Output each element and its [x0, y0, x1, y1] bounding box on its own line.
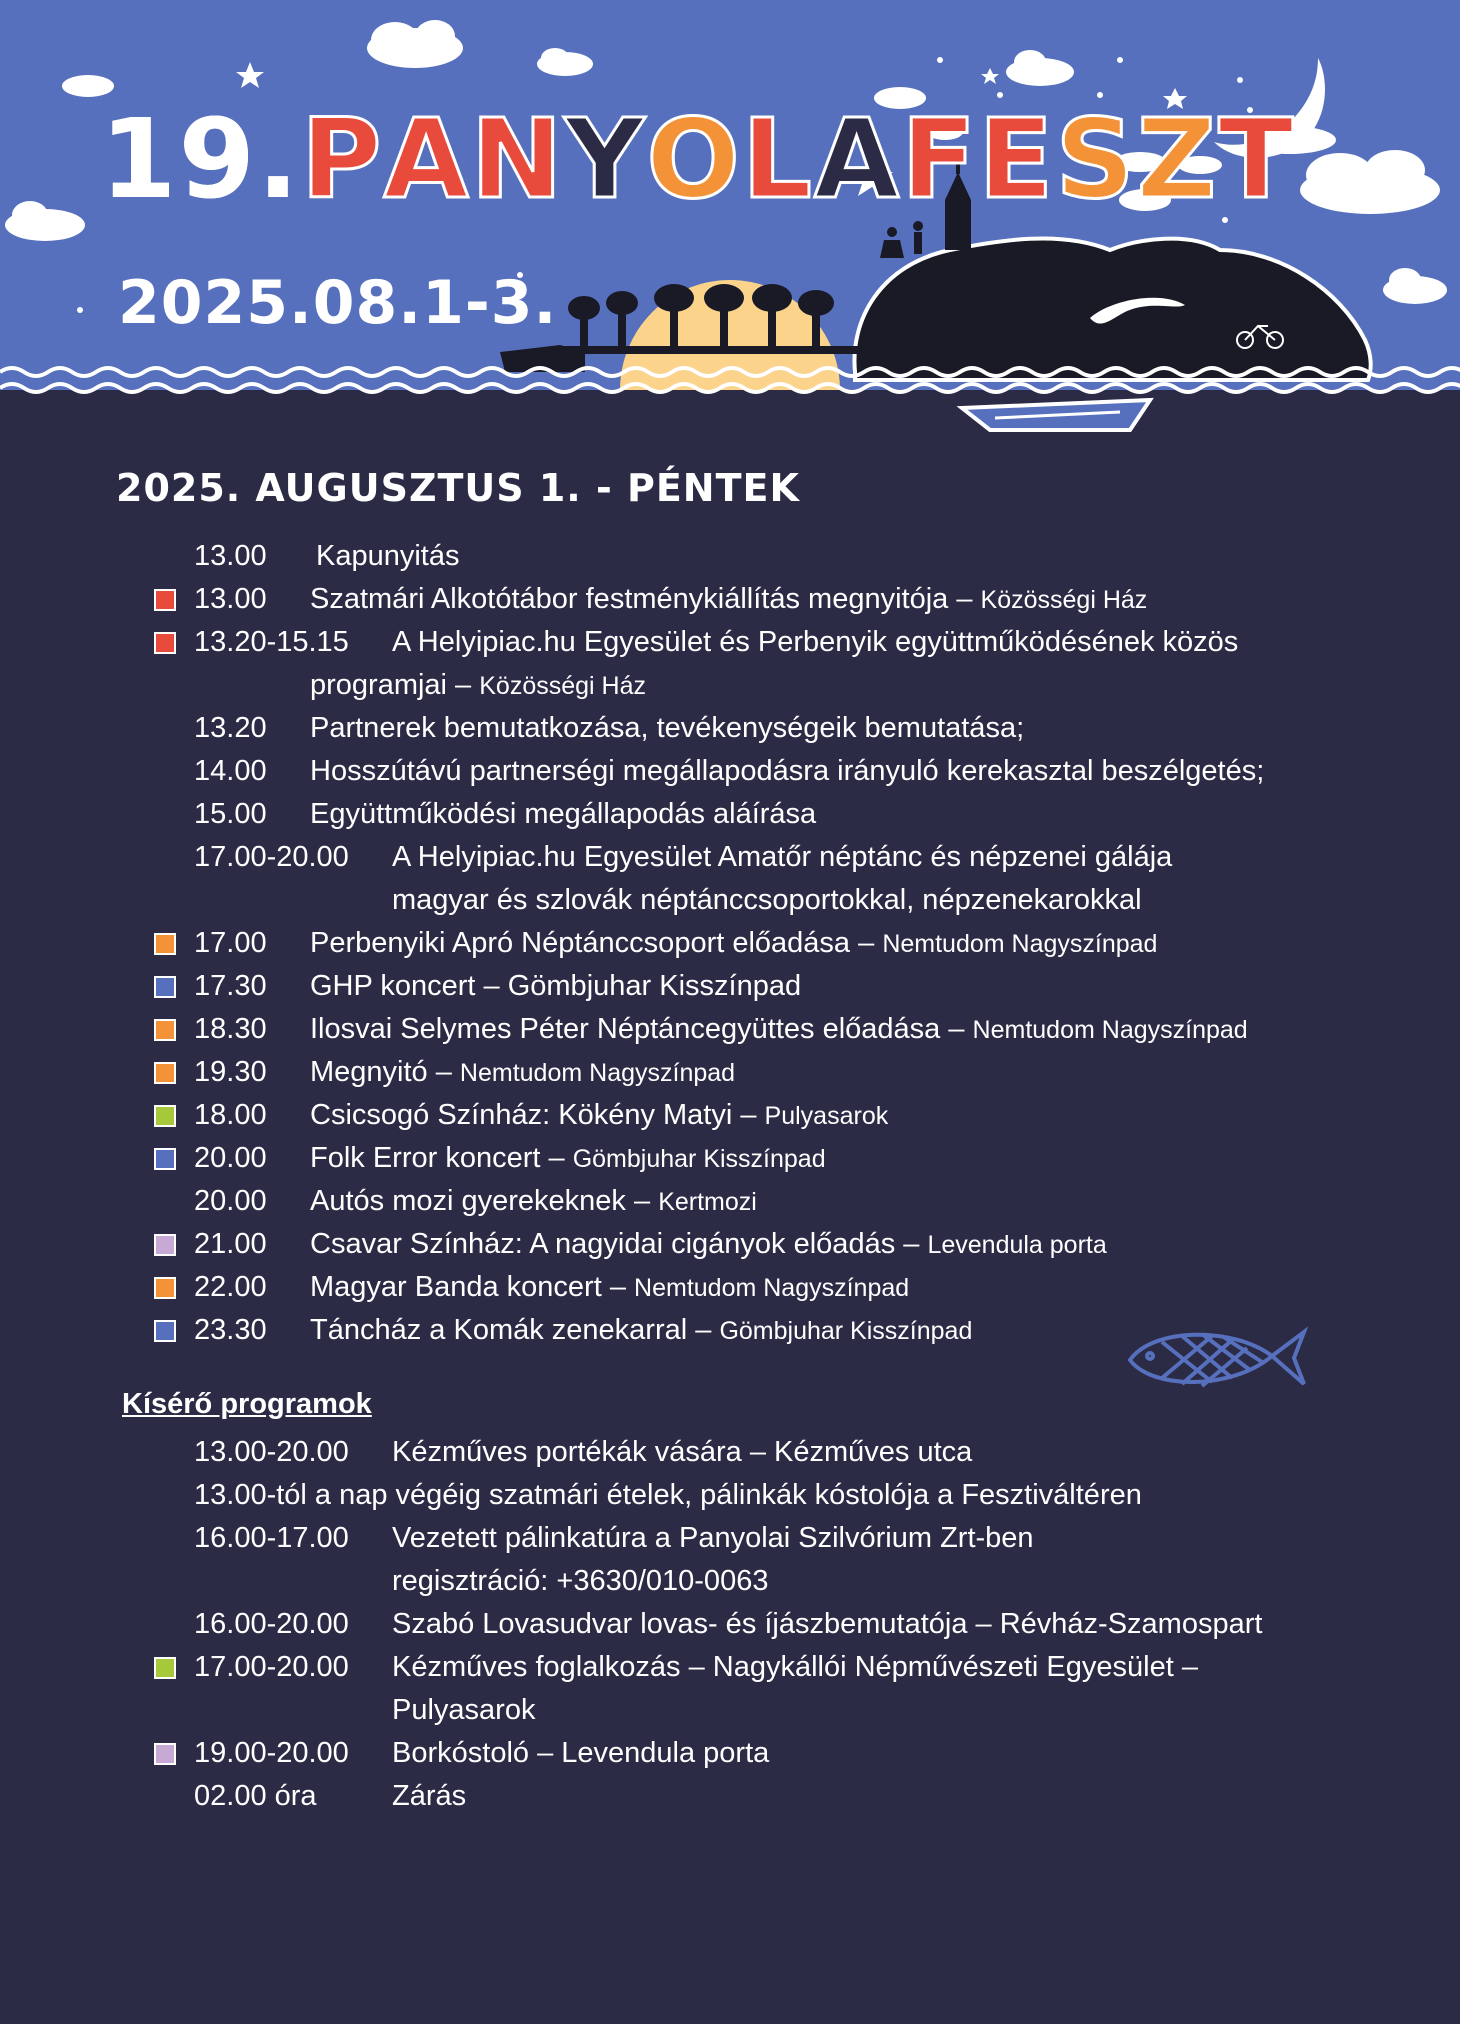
program-title: Csicsogó Színház: Kökény Matyi –: [310, 1099, 757, 1131]
side-programs-title: Kísérő programok: [122, 1388, 372, 1420]
program-time: 14.00: [194, 755, 267, 787]
program-time: 16.00-17.00: [194, 1522, 349, 1554]
title-letter: A: [813, 95, 902, 223]
edition-number: 19.: [100, 95, 301, 223]
category-marker: [154, 1062, 176, 1084]
program-text: [392, 880, 1142, 920]
festival-header: [0, 0, 1460, 440]
title-letter: P: [300, 95, 384, 223]
program-venue: Gömbjuhar Kisszínpad: [572, 1145, 826, 1173]
program-venue: Nemtudom Nagyszínpad: [972, 1016, 1248, 1044]
program-text: [310, 1009, 1248, 1050]
violin-neck-icon: [560, 346, 1240, 354]
program-text: [310, 751, 1264, 791]
program-text: [310, 966, 801, 1006]
program-title: GHP koncert – Gömbjuhar Kisszínpad: [310, 970, 802, 1002]
category-marker: [154, 933, 176, 955]
program-title: Borkóstoló – Levendula porta: [392, 1737, 770, 1769]
program-title: Perbenyiki Apró Néptánccsoport előadása –: [310, 927, 875, 959]
program-time: 20.00: [194, 1142, 267, 1174]
program-venue: Közösségi Ház: [980, 586, 1148, 614]
program-venue: Nemtudom Nagyszínpad: [459, 1059, 736, 1087]
program-title: Ilosvai Selymes Péter Néptáncegyüttes előadása –: [310, 1013, 965, 1045]
category-marker: [154, 1657, 176, 1679]
program-text: [310, 1181, 757, 1222]
program-time: 17.00-20.00: [194, 1651, 349, 1683]
program-title: Kapunyitás: [316, 540, 460, 572]
program-time: 17.00-20.00: [194, 841, 349, 873]
program-text: [392, 1561, 768, 1601]
program-title: Zárás: [392, 1780, 467, 1812]
program-title: Csavar Színház: A nagyidai cigányok előadás –: [310, 1228, 920, 1260]
program-time: 13.20: [194, 712, 267, 744]
program-title: Szabó Lovasudvar lovas- és íjászbemutatója – Révház-Szamospart: [392, 1608, 1263, 1640]
program-time: 15.00: [194, 798, 267, 830]
title-letter: Y: [564, 95, 647, 223]
category-marker: [154, 1743, 176, 1765]
program-title: Hosszútávú partnerségi megállapodásra irányuló kerekasztal beszélgetés;: [310, 755, 1265, 787]
program-time: 17.30: [194, 970, 267, 1002]
program-venue: Kertmozi: [658, 1188, 757, 1216]
title-letter: T: [1218, 95, 1296, 223]
title-letter: E: [978, 95, 1056, 223]
category-marker: [154, 1105, 176, 1127]
festival-name: [301, 95, 1296, 223]
program-text: [392, 1432, 972, 1472]
category-marker: [154, 632, 176, 654]
program-title: Kézműves foglalkozás – Nagykállói Népművészeti Egyesület –: [392, 1651, 1198, 1683]
program-title: A Helyipiac.hu Egyesület Amatőr néptánc és népzenei gálája: [392, 841, 1173, 873]
program-text: [194, 1475, 1142, 1515]
program-time: 21.00: [194, 1228, 267, 1260]
program-time: 13.00: [194, 583, 267, 615]
program-time: 22.00: [194, 1271, 267, 1303]
program-title: Vezetett pálinkatúra a Panyolai Szilvórium Zrt-ben: [392, 1522, 1034, 1554]
program-text: [392, 1733, 769, 1773]
program-time: 17.00: [194, 927, 267, 959]
program-title: regisztráció: +3630/010-0063: [392, 1565, 769, 1597]
program-venue: Pulyasarok: [764, 1102, 889, 1130]
program-text: [310, 579, 1147, 620]
program-title: Megnyitó –: [310, 1056, 452, 1088]
program-venue: Nemtudom Nagyszínpad: [882, 930, 1158, 958]
program-title: Pulyasarok: [392, 1694, 536, 1726]
title-letter: N: [470, 95, 565, 223]
program-text: [392, 1604, 1262, 1644]
category-marker: [154, 1277, 176, 1299]
festival-dates: 2025.08.1-3.: [118, 268, 558, 338]
title-letter: A: [383, 95, 471, 223]
program-text: [392, 837, 1172, 877]
program-title: Autós mozi gyerekeknek –: [310, 1185, 651, 1217]
category-marker: [154, 1148, 176, 1170]
program-time: 13.00-20.00: [194, 1436, 349, 1468]
rowboat-icon: [962, 400, 1150, 430]
category-marker: [154, 589, 176, 611]
program-venue: Nemtudom Nagyszínpad: [634, 1274, 910, 1302]
program-text: [316, 536, 460, 576]
fish-icon: [1122, 1318, 1312, 1398]
day-heading: 2025. AUGUSZTUS 1. - PÉNTEK: [116, 466, 800, 510]
program-text: [310, 923, 1157, 964]
program-text: [310, 1138, 826, 1179]
program-text: [310, 1052, 735, 1093]
program-text: [392, 1690, 535, 1730]
program-text: [392, 1518, 1034, 1558]
program-title: Kézműves portékák vására – Kézműves utca: [392, 1436, 973, 1468]
festival-title: [100, 95, 1295, 223]
program-time: 23.30: [194, 1314, 267, 1346]
program-time: 16.00-20.00: [194, 1608, 349, 1640]
category-marker: [154, 1019, 176, 1041]
program-title: magyar és szlovák néptánccsoportokkal, népzenekarokkal: [392, 884, 1142, 916]
program-title: programjai –: [310, 669, 472, 701]
program-venue: Levendula porta: [927, 1231, 1107, 1259]
program-text: [392, 622, 1238, 662]
program-title: Együttműködési megállapodás aláírása: [310, 798, 817, 830]
category-marker: [154, 1320, 176, 1342]
program-time: 13.20-15.15: [194, 626, 349, 658]
program-title: Táncház a Komák zenekarral –: [310, 1314, 712, 1346]
program-text: [310, 1095, 888, 1136]
category-marker: [154, 976, 176, 998]
program-title: Magyar Banda koncert –: [310, 1271, 626, 1303]
program-text: [310, 1310, 972, 1351]
program-text: [392, 1776, 466, 1816]
program-text: [310, 708, 1024, 748]
title-letter: S: [1055, 95, 1137, 223]
program-text: [310, 794, 816, 834]
program-time: 18.00: [194, 1099, 267, 1131]
program-text: [392, 1647, 1198, 1687]
program-time: 19.30: [194, 1056, 267, 1088]
program-text: [310, 665, 646, 706]
category-marker: [154, 1234, 176, 1256]
program-time: 02.00 óra: [194, 1780, 317, 1812]
program-title: 13.00-tól a nap végéig szatmári ételek, pálinkák kóstolója a Fesztiváltéren: [194, 1479, 1142, 1511]
program-title: A Helyipiac.hu Egyesület és Perbenyik együttműködésének közös: [392, 626, 1239, 658]
program-time: 20.00: [194, 1185, 267, 1217]
title-letter: O: [646, 95, 742, 223]
program-title: Folk Error koncert –: [310, 1142, 565, 1174]
program-time: 18.30: [194, 1013, 267, 1045]
program-title: Szatmári Alkotótábor festménykiállítás megnyitója –: [310, 583, 973, 615]
program-time: 13.00: [194, 540, 267, 572]
title-letter: F: [901, 95, 979, 223]
program-time: 19.00-20.00: [194, 1737, 349, 1769]
program-venue: Közösségi Ház: [479, 672, 646, 700]
program-text: [310, 1224, 1107, 1265]
title-letter: L: [741, 95, 814, 223]
program-venue: Gömbjuhar Kisszínpad: [719, 1317, 973, 1345]
program-title: Partnerek bemutatkozása, tevékenységeik bemutatása;: [310, 712, 1025, 744]
program-text: [310, 1267, 909, 1308]
title-letter: Z: [1136, 95, 1219, 223]
